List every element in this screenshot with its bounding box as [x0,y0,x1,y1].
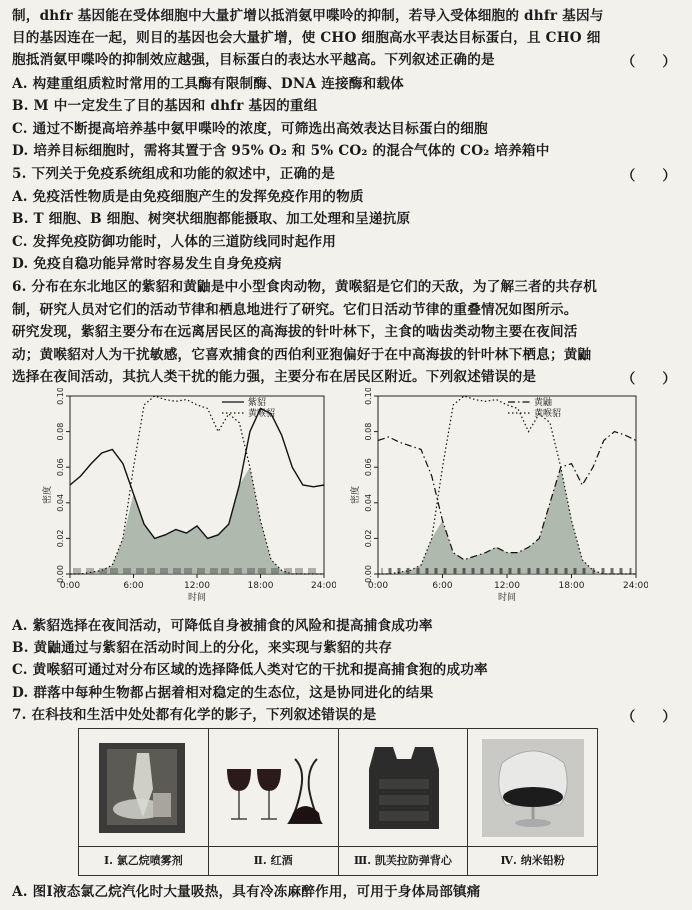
legend-label: 紫貂 [248,398,267,408]
q4-line-3: 胞抵消氨甲喋呤的抑制效应越强，目标蛋白的表达水平越高。下列叙述正确的是 [12,52,495,68]
q7-option-a: A. 图Ⅰ液态氯乙烷汽化时大量吸热，具有冷冻麻醉作用，可用于身体局部镇痛 [12,884,481,900]
q6-line-3: 研究发现，紫貂主要分布在远离居民区的高海拔的针叶林下，主食的啮齿类动物主要在夜间活 [12,324,578,340]
red-wine-glasses-photo [209,729,339,847]
q7-stem: 7. 在科技和生活中处处都有化学的影子，下列叙述错误的是 [12,707,377,723]
q4-option-a: A. 构建重组质粒时常用的工具酶有限制酶、DNA 连接酶和载体 [12,76,404,92]
chart-right-svg [348,388,648,614]
q6-option-b: B. 黄鼬通过与紫貂在活动时间上的分化，来实现与紫貂的共存 [12,640,393,656]
series-line-0 [70,408,324,538]
q5-option-a: A. 免疫活性物质是由免疫细胞产生的发挥免疫作用的物质 [12,189,364,205]
chart-right [348,388,648,618]
overlap-area [70,467,324,574]
overlap-area [378,467,636,574]
y-tick-label: 0.06 [56,458,65,477]
y-tick-label: 0.08 [364,422,373,441]
plot-frame [378,396,636,574]
x-axis-label: 时间 [497,593,517,603]
q6-line-4: 动；黄喉貂对人为干扰敏感，它喜欢捕食的西伯利亚狍偏好于在中高海拔的针叶林下栖息；黄鼬 [12,347,592,363]
q6-line-5: 选择在夜间活动，其抗人类干扰的能力强，主要分布在居民区附近。下列叙述错误的是 [12,369,537,385]
series-line-0 [378,432,636,560]
x-tick-label: 0:00 [367,581,389,591]
y-tick-label: 0.10 [364,388,373,405]
q6-line-2: 制，研究人员对它们的活动节律和栖息地进行了研究。它们日活动节律的重叠情况如图所示。 [12,302,578,318]
y-axis-label: 密度 [351,485,361,505]
kevlar-vest-photo [339,729,469,847]
q4-option-d: D. 培养目标细胞时，需将其置于含 95% O₂ 和 5% CO₂ 的混合气体的 CO₂ 培养箱中 [12,143,550,159]
q7-image-table [78,728,598,876]
q7-cell-1 [79,729,209,875]
q5-option-c: C. 发挥免疫防御功能时，人体的三道防线同时起作用 [12,234,337,250]
q7-caption-1: Ⅰ. 氯乙烷喷雾剂 [79,846,208,875]
q6-answer-bracket: （ ） [621,371,676,387]
q6-option-a: A. 紫貂选择在夜间活动，可降低自身被捕食的风险和提高捕食成功率 [12,618,433,634]
x-tick-label: 12:00 [184,581,210,591]
q5-answer-bracket: （ ） [621,168,676,184]
series-line-1 [378,396,636,574]
y-tick-label: 0.04 [56,493,65,512]
q6-option-d: D. 群落中每种生物都占据着相对稳定的生态位，这是协同进化的结果 [12,685,434,701]
q7-caption-3: Ⅲ. 凯芙拉防弹背心 [339,846,468,875]
x-axis-label: 时间 [187,593,207,603]
q5-option-b: B. T 细胞、B 细胞、树突状细胞都能摄取、加工处理和呈递抗原 [12,211,411,227]
q5-stem: 5. 下列关于免疫系统组成和功能的叙述中，正确的是 [12,166,335,182]
y-tick-label: 0.04 [364,493,373,512]
x-tick-label: 12:00 [494,581,520,591]
y-tick-label: 0.02 [364,529,373,548]
y-tick-label: 0.08 [56,422,65,441]
nano-lead-powder-photo [468,729,598,847]
q7-caption-4: Ⅳ. 纳米铅粉 [468,846,597,875]
legend-label: 黄喉貂 [248,409,276,419]
y-axis-label: 密度 [43,485,53,505]
y-tick-label: 0.06 [364,458,373,477]
y-tick-label: 0.00 [56,565,65,583]
q5-option-d: D. 免疫自稳功能异常时容易发生自身免疫病 [12,256,282,272]
q4-option-c: C. 通过不断提高培养基中氨甲喋呤的浓度，可筛选出高效表达目标蛋白的细胞 [12,121,488,137]
legend-label: 黄喉貂 [534,409,562,419]
spray-bottle-photo [79,729,209,847]
x-tick-label: 24:00 [623,581,648,591]
q6-line-1: 6. 分布在东北地区的紫貂和黄鼬是中小型食肉动物，黄喉貂是它们的天敌，为了解三者的共存机 [12,279,598,295]
q7-cell-2 [209,729,339,875]
q4-option-b: B. M 中一定发生了目的基因和 dhfr 基因的重组 [12,98,318,114]
chart-left [40,388,336,618]
x-tick-label: 6:00 [123,581,144,591]
x-tick-label: 24:00 [311,581,336,591]
q4-line-2: 目的基因连在一起，则目的基因也会大量扩增，使 CHO 细胞高水平表达目标蛋白，且 CHO 细 [12,30,601,46]
q7-cell-4 [468,729,597,875]
y-tick-label: 0.00 [364,565,373,583]
y-tick-label: 0.02 [56,529,65,548]
x-tick-label: 0:00 [59,581,81,591]
q4-answer-bracket: （ ） [621,54,676,70]
q7-cell-3 [339,729,469,875]
x-tick-label: 18:00 [247,581,274,591]
q6-option-c: C. 黄喉貂可通过对分布区域的选择降低人类对它的干扰和提高捕食狍的成功率 [12,662,488,678]
y-tick-label: 0.10 [56,388,65,405]
legend-label: 黄鼬 [534,398,553,408]
x-tick-label: 18:00 [558,581,585,591]
chart-left-svg [40,388,336,614]
q7-caption-2: Ⅱ. 红酒 [209,846,338,875]
q7-answer-bracket: （ ） [621,709,676,725]
q4-line-1: 制，dhfr 基因能在受体细胞中大量扩增以抵消氨甲喋呤的抑制，若导入受体细胞的 dhfr 基因与 [12,8,604,24]
x-tick-label: 6:00 [432,581,453,591]
